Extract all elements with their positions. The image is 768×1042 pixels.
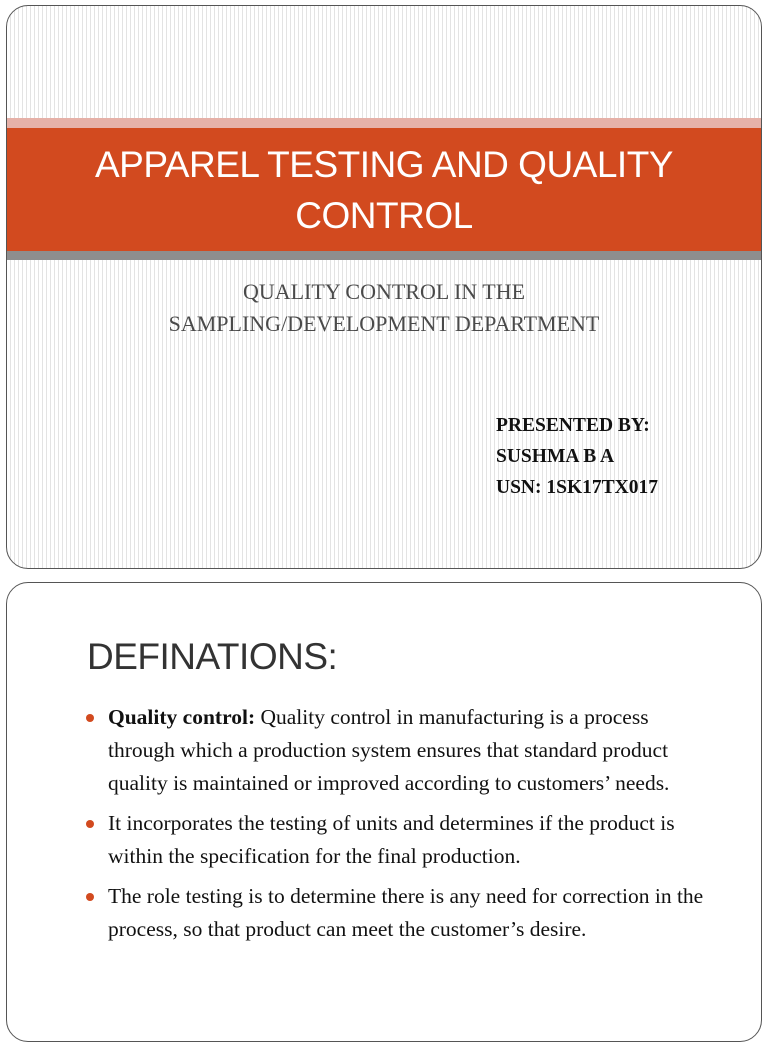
bullet-list (108, 701, 708, 953)
slide-title: APPAREL TESTING AND QUALITY CONTROL (95, 143, 673, 236)
bullet-dot-icon (86, 893, 94, 901)
subtitle-line-1: QUALITY CONTROL IN THE (242, 279, 526, 304)
presenter-usn: USN: 1SK17TX017 (496, 477, 658, 498)
presenter-block (496, 410, 658, 503)
bullet-lead-text: Quality control: (108, 705, 256, 729)
bullet-item (108, 701, 708, 800)
title-band (7, 128, 761, 251)
bullet-text: The role testing is to determine there is any need for correction in the process, so that product can meet the customer’s desire. (108, 884, 704, 941)
bullet-text: It incorporates the testing of units and determines if the product is within the specification for the final production. (108, 811, 675, 868)
title-band-top-stripe (7, 118, 761, 128)
definitions-slide (6, 582, 762, 1042)
title-band-bottom-stripe (7, 251, 761, 260)
title-slide (6, 5, 762, 569)
slide-heading: DEFINATIONS: (87, 636, 338, 677)
subtitle-line-2: SAMPLING/DEVELOPMENT DEPARTMENT (168, 311, 600, 336)
bullet-text: Quality control in manufacturing is a process through which a production system ensures that standard product quality is maintained or improved according to customers’ needs. (108, 705, 670, 795)
bullet-dot-icon (86, 714, 94, 722)
bullet-item (108, 807, 708, 873)
slide-subtitle (7, 276, 761, 340)
bullet-item (108, 880, 708, 946)
presented-by-label: PRESENTED BY: (496, 415, 650, 436)
presenter-name: SUSHMA B A (496, 446, 615, 467)
bullet-dot-icon (86, 820, 94, 828)
